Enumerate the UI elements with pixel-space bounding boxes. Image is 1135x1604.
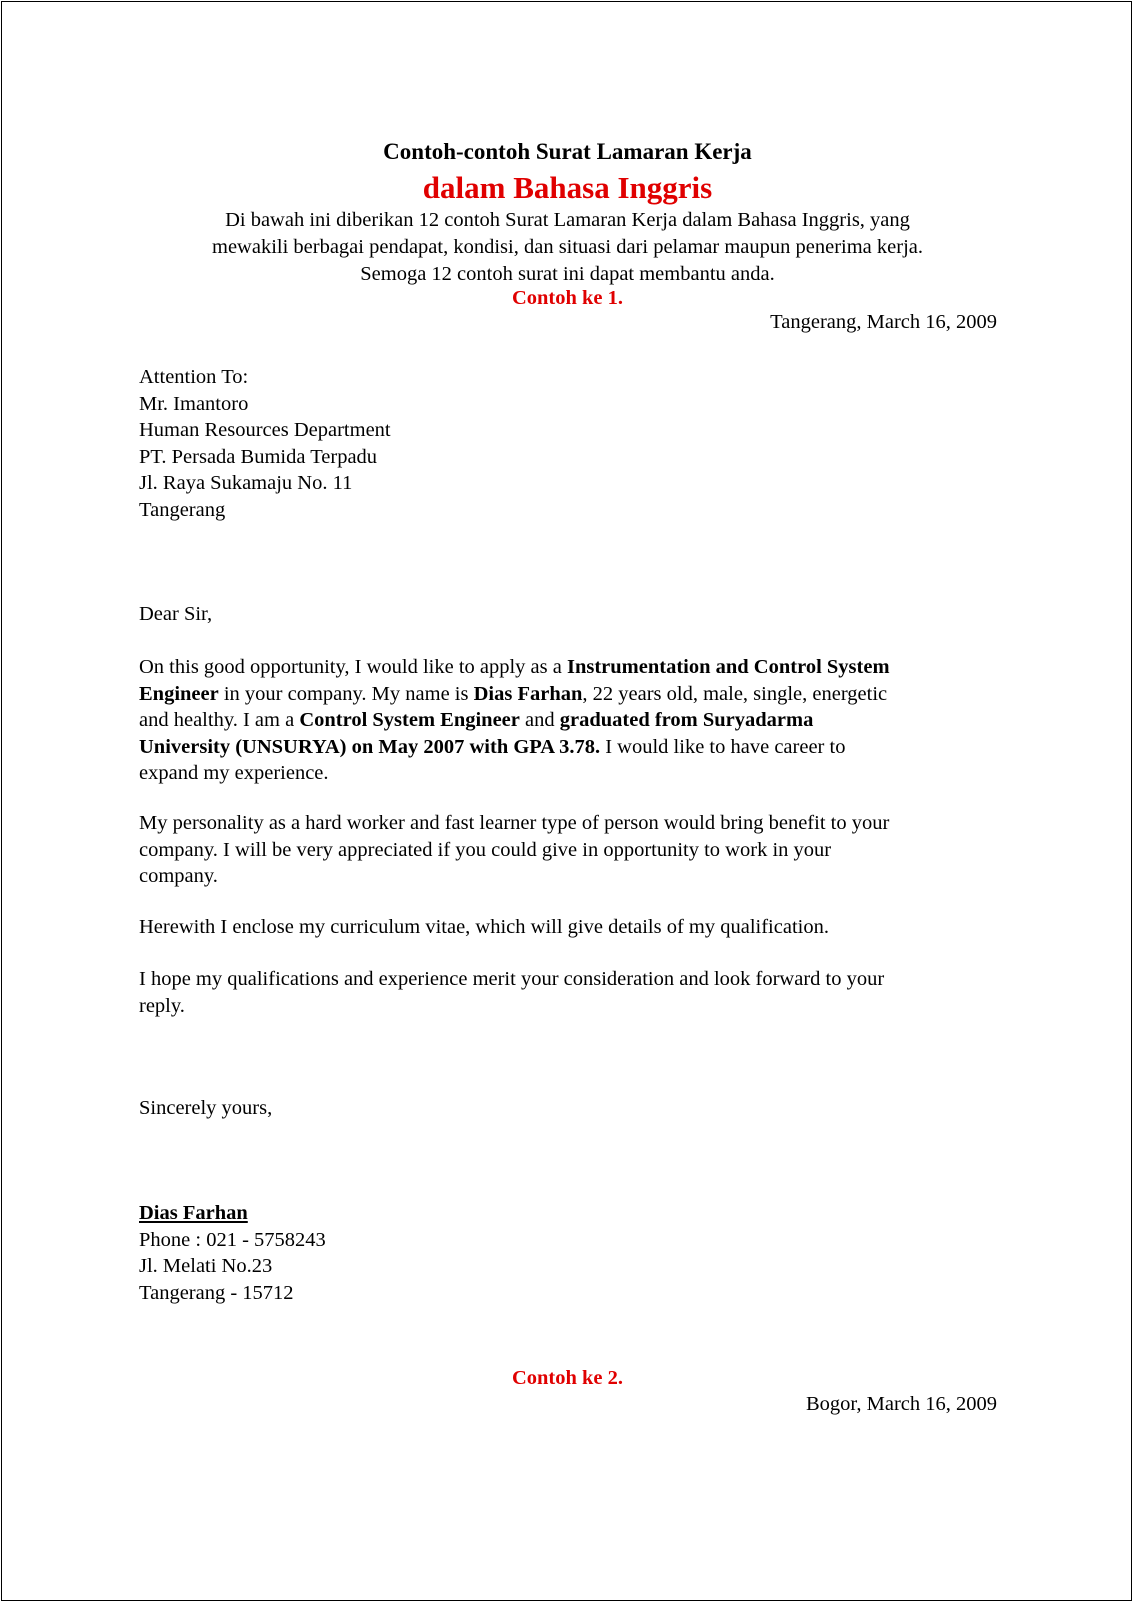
graduation-info-cont: University (UNSURYA) on May 2007 with GPA 3.78. bbox=[139, 735, 601, 758]
recipient-line: Human Resources Department bbox=[139, 419, 391, 441]
sender-address: Jl. Melati No.23 bbox=[139, 1255, 273, 1277]
recipient-line: PT. Persada Bumida Terpadu bbox=[139, 445, 378, 468]
applicant-role: Control System Engineer bbox=[299, 709, 520, 731]
paragraph-line: company. bbox=[139, 865, 218, 887]
intro-line: Semoga 12 contoh surat ini dapat membantu anda. bbox=[360, 263, 775, 285]
text-run: , 22 years old, male, single, energetic bbox=[582, 682, 888, 705]
document-subtitle: dalam Bahasa Inggris bbox=[422, 170, 713, 205]
intro-line: mewakili berbagai pendapat, kondisi, dan situasi dari pelamar maupun penerima kerja. bbox=[212, 236, 923, 258]
intro-line: Di bawah ini diberikan 12 contoh Surat Lamaran Kerja dalam Bahasa Inggris, yang bbox=[225, 209, 910, 231]
recipient-line: Attention To: bbox=[139, 366, 249, 388]
job-title: Instrumentation and Control System bbox=[567, 656, 890, 678]
recipient-line: Tangerang bbox=[139, 498, 226, 521]
letter-date: Tangerang, March 16, 2009 bbox=[770, 311, 997, 333]
sender-phone: Phone : 021 - 5758243 bbox=[139, 1228, 326, 1251]
recipient-line: Mr. Imantoro bbox=[139, 392, 249, 415]
paragraph-line: I hope my qualifications and experience merit your consideration and look forward to your bbox=[139, 968, 885, 990]
paragraph-line: reply. bbox=[139, 994, 185, 1017]
sender-block bbox=[139, 1200, 989, 1306]
text-run: and bbox=[519, 709, 560, 731]
text-run: expand my experience. bbox=[139, 762, 329, 784]
letter-2-date: Bogor, March 16, 2009 bbox=[805, 1393, 997, 1415]
paragraph-enclosure: Herewith I enclose my curriculum vitae, which will give details of my qualification. bbox=[139, 916, 829, 938]
graduation-info: graduated from Suryadarma bbox=[559, 709, 814, 731]
signature-name: Dias Farhan bbox=[139, 1202, 248, 1224]
example-2-label: Contoh ke 2. bbox=[511, 1367, 624, 1389]
paragraph-closing bbox=[139, 966, 989, 1019]
recipient-address bbox=[139, 364, 989, 523]
paragraph-personality bbox=[139, 810, 989, 890]
example-1-label: Contoh ke 1. bbox=[511, 287, 624, 309]
paragraph-application bbox=[139, 654, 989, 787]
text-run: in your company. My name is bbox=[218, 682, 474, 705]
paragraph-line: My personality as a hard worker and fast learner type of person would bring benefit to your bbox=[139, 812, 890, 834]
intro-paragraph bbox=[0, 207, 1135, 288]
salutation: Dear Sir, bbox=[139, 603, 213, 625]
job-title-cont: Engineer bbox=[139, 682, 219, 705]
recipient-line: Jl. Raya Sukamaju No. 11 bbox=[139, 472, 353, 494]
document-title: Contoh-contoh Surat Lamaran Kerja bbox=[383, 139, 752, 164]
text-run: On this good opportunity, I would like to apply as a bbox=[139, 656, 567, 678]
applicant-name: Dias Farhan bbox=[473, 682, 583, 705]
text-run: I would like to have career to bbox=[600, 735, 846, 758]
complimentary-close: Sincerely yours, bbox=[139, 1097, 273, 1119]
paragraph-line: company. I will be very appreciated if you could give in opportunity to work in your bbox=[139, 838, 832, 861]
text-run: and healthy. I am a bbox=[139, 709, 300, 731]
sender-city: Tangerang - 15712 bbox=[139, 1281, 294, 1304]
